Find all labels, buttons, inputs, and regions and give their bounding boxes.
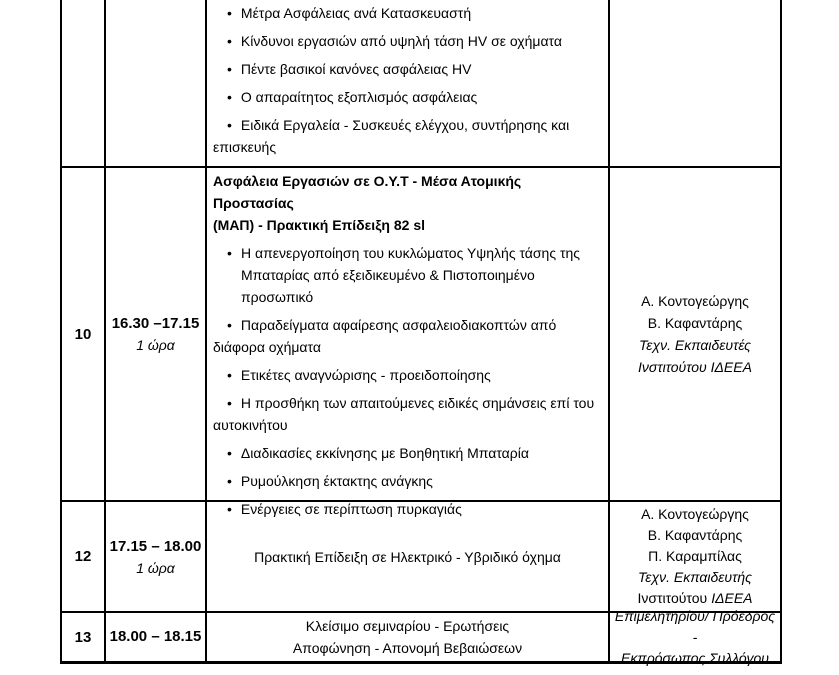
institute-name: Ινστιτούτου: [637, 590, 708, 606]
cell-presenter-13: [608, 607, 780, 666]
presenter-line: Εκπρόσωπος Συλλόγου: [621, 649, 769, 666]
bullet-icon: •: [227, 395, 232, 411]
cell-time-partial: [104, 0, 205, 166]
bullet-item: [213, 242, 601, 308]
bullet-icon: •: [227, 473, 232, 489]
closing-line: Αποφώνηση - Απονομή Βεβαιώσεων: [292, 640, 523, 656]
cell-time-13: [104, 611, 205, 661]
bullet-icon: •: [227, 89, 232, 105]
institute-acronym: ΙΔΕΕΑ: [711, 590, 753, 606]
cell-content-10: [205, 166, 608, 517]
instructor-name: Α. Κοντογεώργης: [641, 506, 749, 522]
time-range: 16.30 –17.15: [111, 315, 200, 332]
instructor-role: Τεχν. Εκπαιδευτής: [638, 569, 752, 585]
cell-time-10: [104, 166, 205, 500]
bullet-text: Πέντε βασικοί κανόνες ασφάλειας HV: [240, 61, 472, 77]
time-range: 17.15 – 18.00: [109, 537, 202, 555]
cell-instructors-partial: [608, 0, 780, 166]
cell-num-10: 10: [62, 166, 104, 500]
instructor-role: Τεχν. Εκπαιδευτές: [639, 337, 751, 353]
bullet-item: [213, 58, 601, 80]
session-title: [213, 170, 601, 236]
cell-content-13: [205, 611, 608, 661]
bullet-text: Ρυμούλκηση έκτακτης ανάγκης: [240, 473, 433, 489]
bullet-text: Η προσθήκη των απαιτούμενες ειδικές σημάνσεις επί του αυτοκινήτου: [213, 395, 595, 433]
bullet-icon: •: [227, 5, 232, 21]
bullet-icon: •: [227, 33, 232, 49]
bullet-icon: •: [227, 367, 232, 383]
bullet-item: [213, 86, 601, 108]
bullet-item: [213, 442, 601, 464]
duration: 1 ώρα: [136, 337, 175, 353]
instructor-name: Α. Κοντογεώργης: [641, 293, 749, 309]
bullet-text: Η απενεργοποίηση του κυκλώματος Υψηλής τάσης της Μπαταρίας από εξειδικευμένο & Πιστοποιημένο προσωπικό: [241, 245, 581, 305]
bullet-text: Παραδείγματα αφαίρεσης ασφαλειοδιακοπτών από διάφορα οχήματα: [213, 317, 557, 355]
bullet-text: Ο απαραίτητος εξοπλισμός ασφάλειας: [240, 89, 478, 105]
bullet-icon: •: [227, 117, 232, 133]
bullet-icon: •: [227, 445, 232, 461]
bullet-text: Ειδικά Εργαλεία - Συσκευές ελέγχου, συντήρησης και επισκευής: [213, 117, 570, 155]
bullet-icon: •: [227, 245, 232, 261]
closing-line: Κλείσιμο σεμιναρίου - Ερωτήσεις: [305, 618, 510, 634]
bullet-item: [213, 30, 601, 52]
instructor-name: Β. Καφαντάρης: [647, 527, 743, 543]
instructor-institute: Ινστιτούτου ΙΔΕΕΑ: [638, 359, 752, 375]
cell-instructors-10: [608, 166, 780, 500]
session-title-line: Ασφάλεια Εργασιών σε Ο.Υ.Τ - Μέσα Ατομικής Προστασίας: [213, 173, 522, 211]
cell-instructors-12: [608, 500, 780, 611]
bullet-item: [213, 2, 601, 24]
bullet-item: [213, 314, 601, 358]
instructor-name: Β. Καφαντάρης: [647, 315, 743, 331]
cell-num-13: 13: [62, 611, 104, 661]
cell-num-partial: [62, 0, 104, 166]
cell-content-partial: [205, 0, 608, 166]
bullet-text: Μέτρα Ασφάλειας ανά Κατασκευαστή: [240, 5, 472, 21]
bullet-text: Ενέργειες σε περίπτωση πυρκαγιάς: [240, 501, 462, 517]
bullet-icon: •: [227, 501, 232, 517]
presenter-line: Επιμελητηρίου/ Πρόεδρος -: [614, 607, 776, 645]
bullet-item: [213, 470, 601, 492]
bullet-text: Κίνδυνοι εργασιών από υψηλή τάση HV σε οχήματα: [240, 33, 562, 49]
time-range: 18.00 – 18.15: [109, 628, 202, 645]
cell-time-12: [104, 500, 205, 611]
session-description: Πρακτική Επίδειξη σε Ηλεκτρικό - Υβριδικό όχημα: [254, 548, 561, 565]
cell-num-12: 12: [62, 500, 104, 611]
bullet-icon: •: [227, 317, 232, 333]
cell-content-12: [205, 500, 608, 611]
bullet-text: Ετικέτες αναγνώρισης - προειδοποίησης: [240, 367, 491, 383]
bullet-icon: •: [227, 61, 232, 77]
bullet-item: [213, 364, 601, 386]
instructor-name: Π. Καραμπίλας: [648, 548, 742, 564]
bullet-item: [213, 392, 601, 436]
seminar-schedule-table: [60, 0, 782, 664]
duration: 1 ώρα: [136, 559, 175, 576]
bullet-text: Διαδικασίες εκκίνησης με Βοηθητική Μπαταρία: [240, 445, 529, 461]
bullet-item: [213, 114, 601, 158]
session-title-line: (ΜΑΠ) - Πρακτική Επίδειξη 82 sl: [213, 217, 426, 233]
